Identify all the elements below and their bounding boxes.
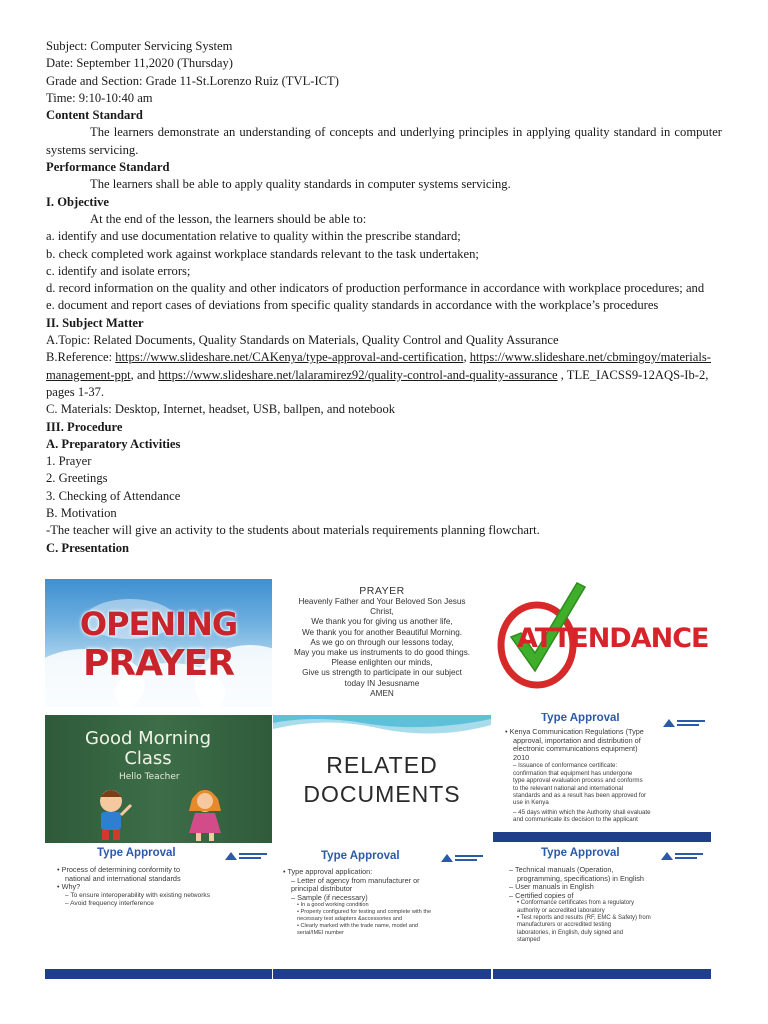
slide-sub-bullet: • Properly configured for testing and complete with the (297, 909, 432, 916)
objective-item: e. document and report cases of deviations from specific quality standards in accordance with the workplace’s procedures (46, 298, 659, 313)
slide-sub-bullet: and communicate its decision to the applicant (513, 816, 638, 824)
authority-logo-icon (223, 850, 269, 862)
slide-sub-bullet: serial/IMEI number (297, 930, 344, 937)
grade-section-line: Grade and Section: Grade 11-St.Lorenzo Ruiz (TVL-ICT) (46, 73, 339, 88)
prayer-title: PRAYER (359, 585, 405, 597)
presentation-heading: C. Presentation (46, 540, 130, 555)
slide-sub-bullet: – To ensure interoperability with existing networks (65, 891, 211, 899)
objective-intro: At the end of the lesson, the learners should be able to: (90, 211, 367, 226)
objective-item: d. record information on the quality and other indicators of production performance in accordance with workplace procedures; and (46, 281, 705, 296)
slide-bullet: – Letter of agency from manufacturer or (291, 875, 420, 885)
slide-bullet: 2010 (513, 752, 530, 762)
time-line: Time: 9:10-10:40 am (46, 90, 153, 105)
slide-sub-bullet: to the relevant national and international (513, 784, 624, 792)
slide-sub-bullet: – 45 days within which the Authority shall evaluate (513, 808, 651, 816)
slide-bullet: principal distributor (291, 884, 353, 894)
slide-body (505, 728, 705, 824)
slide-sub-bullet: necessary test adapters &accessories and (297, 916, 403, 923)
documents-word: DOCUMENTS (303, 781, 461, 807)
related-word: RELATED (326, 752, 438, 778)
slide-sub-bullet: – Avoid frequency interference (65, 900, 154, 908)
performance-standard-heading: Performance Standard (46, 160, 170, 175)
slide-related-documents (273, 715, 491, 843)
slide-sub-bullet: • In a good working condition (297, 902, 369, 909)
slide-bullet: approval, importation and distribution of (513, 735, 641, 745)
slide-type-approval-regulations (493, 713, 711, 842)
preparatory-item: 2. Greetings (46, 471, 108, 486)
slide-footer-bar (273, 969, 491, 979)
good-morning-title: Good Morning Class (85, 728, 211, 769)
content-standard-text: The learners demonstrate an understanding of concepts and underlying principles in applying quality standard in computer systems servicing. (46, 125, 722, 157)
slide-attendance (493, 579, 711, 707)
slide-sub-bullet: stamped (517, 936, 541, 943)
prayer-line: We thank you for giving us another life, (311, 617, 453, 627)
procedure-heading: III. Procedure (46, 419, 123, 434)
reference-separator: , (463, 350, 467, 365)
slide-bullet: – Technical manuals (Operation, (509, 865, 614, 874)
slide-sub-bullet: • Test reports and results (RF, EMC & Safety) from (517, 914, 651, 921)
slide-type-approval-application (273, 846, 491, 979)
reference-label: B.Reference: (46, 350, 116, 365)
slide-sub-bullet: • Conformance certificates from a regulatory (517, 900, 635, 907)
slide-sub-bullet: manufacturers or accredited testing (517, 922, 612, 929)
lesson-plan-document (46, 38, 722, 557)
reference-separator: , and (130, 367, 156, 382)
objective-item: a. identify and use documentation relative to quality within the prescribe standard; (46, 229, 461, 244)
date-line: Date: September 11,2020 (Thursday) (46, 56, 233, 71)
authority-logo-icon (439, 852, 485, 864)
topic-line: A.Topic: Related Documents, Quality Standards on Materials, Quality Control and Quality Assurance (46, 333, 559, 348)
presentation-slides-grid (45, 579, 711, 979)
reference-link-lalaramirez[interactable]: https://www.slideshare.net/lalaramirez92/quality-control-and-quality-assurance (158, 367, 558, 382)
slide-footer-bar (493, 969, 711, 979)
prayer-line: We thank you for another Beautiful Morning. (301, 627, 463, 637)
slide-sub-bullet: laboratories, in English, duly signed and (517, 929, 624, 936)
slide-bullet: • Kenya Communication Regulations (Type (505, 727, 644, 736)
performance-standard-text: The learners shall be able to apply quality standards in computer systems servicing. (90, 177, 511, 192)
slide-title: Type Approval (541, 713, 620, 724)
slide-bullet: – Certified copies of (509, 890, 574, 900)
slide-type-approval-documents (493, 846, 711, 979)
slide-footer-bar (45, 969, 272, 979)
reference-link-cbmingoy[interactable]: https://www.slideshare.net/cbmingoy/materials-management-ppt (46, 350, 711, 382)
slide-bullet: – Sample (if necessary) (291, 892, 368, 902)
slide-sub-bullet: standards and as a result has been approved for (513, 792, 647, 799)
related-documents-title (273, 751, 491, 809)
slide-body (57, 866, 267, 909)
authority-logo-icon (659, 850, 705, 862)
slide-sub-bullet: use in Kenya (513, 799, 549, 807)
opening-word: OPENING (79, 605, 238, 643)
prayer-line: Please enlighten our minds, (331, 658, 433, 668)
slide-bullet: programming, specifications) in English (517, 873, 644, 883)
slide-title: Type Approval (541, 847, 620, 859)
wave-decoration-icon (273, 715, 491, 741)
motivation-text: -The teacher will give an activity to the students about materials requirements planning flowchart. (46, 523, 540, 538)
slide-footer-bar (493, 832, 711, 842)
hello-teacher-text: Hello Teacher (119, 772, 180, 782)
prayer-line: Heavenly Father and Your Beloved Son Jesus (298, 597, 466, 606)
slide-good-morning (45, 715, 272, 843)
slide-sub-bullet: – Issuance of conformance certificate: (513, 762, 618, 770)
motivation-heading: B. Motivation (46, 506, 117, 521)
slide-bullet: • Type approval application: (283, 867, 373, 876)
prayer-line: May you make us instruments to do good things. (293, 648, 471, 658)
slide-body (509, 866, 707, 944)
objective-item: c. identify and isolate errors; (46, 263, 191, 278)
slide-sub-bullet: confirmation that equipment has undergone (513, 769, 633, 777)
materials-line: C. Materials: Desktop, Internet, headset, USB, ballpen, and notebook (46, 402, 396, 417)
prayer-line: Christ, (370, 607, 394, 617)
objective-heading: I. Objective (46, 194, 109, 209)
slide-opening-prayer (45, 579, 272, 707)
slide-bullet: – User manuals in English (509, 882, 594, 892)
slide-title: Type Approval (97, 847, 176, 859)
reference-link-cakenya[interactable]: https://www.slideshare.net/CAKenya/type-approval-and-certification (115, 350, 464, 365)
objective-item: b. check completed work against workplace standards relevant to the task undertaken; (46, 246, 479, 261)
slide-bullet: national and international standards (65, 873, 181, 883)
prayer-line: today IN Jesusname (344, 678, 420, 688)
slide-bullet: • Process of determining conformity to (57, 865, 181, 874)
slide-sub-bullet: • Clearly marked with the trade name, model and (297, 923, 419, 930)
prayer-line: Give us strength to participate in our subject (302, 668, 462, 678)
preparatory-heading: A. Preparatory Activities (46, 436, 181, 451)
slide-sub-bullet: authority or accredited laboratory (517, 907, 605, 914)
reference-paragraph (46, 349, 722, 401)
prayer-line: As we go on through our lessons today, (310, 637, 454, 647)
subject-line: Subject: Computer Servicing System (46, 39, 233, 53)
slide-bullet: electronic communications equipment) (513, 744, 638, 754)
content-standard-heading: Content Standard (46, 108, 143, 123)
prayer-line: AMEN (370, 688, 394, 698)
attendance-word: ATTENDANCE (517, 623, 709, 654)
slide-type-approval-process (45, 846, 272, 979)
slide-bullet: • Why? (57, 882, 81, 892)
reference-tail: , TLE_IACSS9-12AQS-Ib-2, pages 1-37. (46, 367, 709, 399)
slide-title: Type Approval (321, 850, 400, 862)
children-illustration-icon (45, 715, 272, 843)
slide-body (283, 868, 487, 937)
subject-matter-heading: II. Subject Matter (46, 315, 144, 330)
slide-sub-bullet: type approval evaluation process and conforms (513, 777, 643, 785)
preparatory-item: 3. Checking of Attendance (46, 488, 181, 503)
prayer-word: PRAYER (83, 643, 234, 684)
slide-prayer-text (273, 579, 491, 707)
preparatory-item: 1. Prayer (46, 454, 92, 469)
